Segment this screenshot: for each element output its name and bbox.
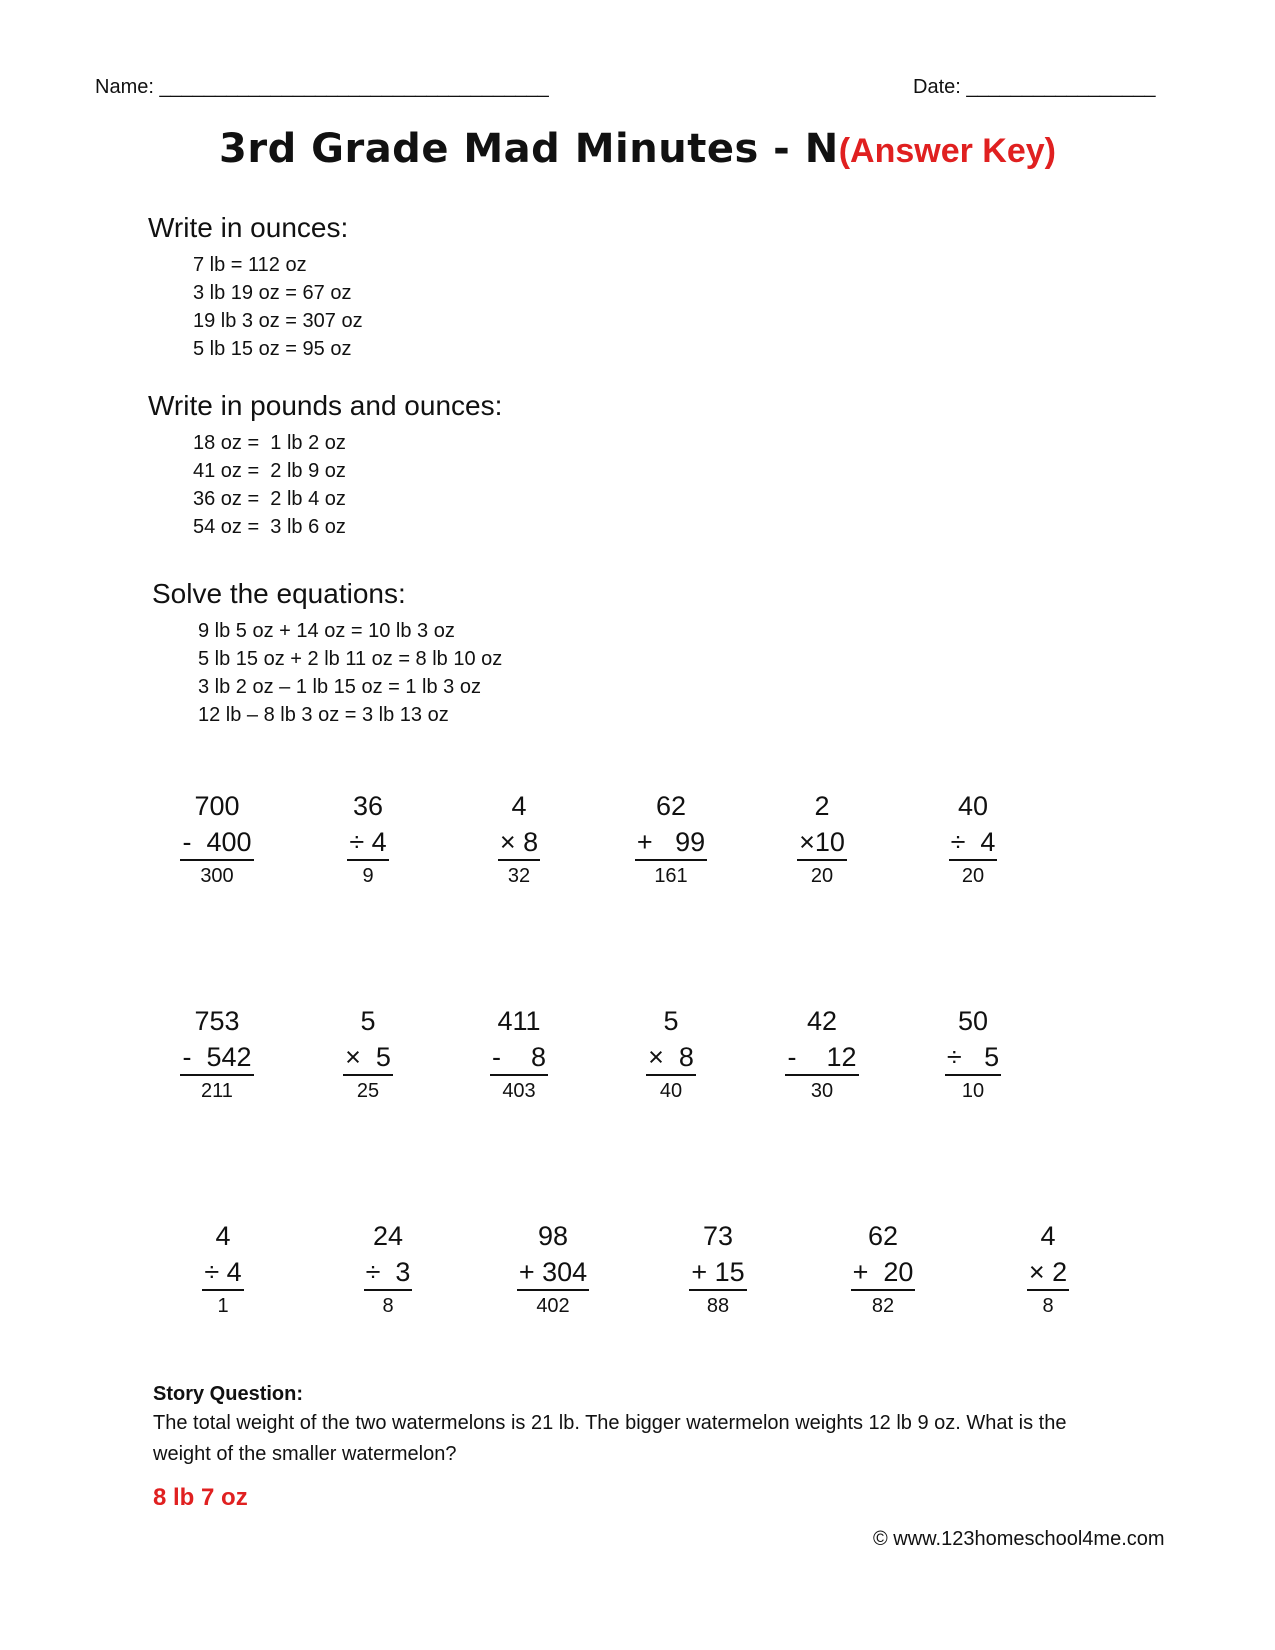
list-item: 7 lb = 112 oz xyxy=(193,254,307,276)
problem-top: 700 xyxy=(194,791,240,821)
problem-answer: 8 xyxy=(382,1295,394,1317)
problem-top: 62 xyxy=(867,1221,899,1251)
section-list-equations xyxy=(198,617,502,729)
problem xyxy=(459,1002,579,1106)
problem-answer: 211 xyxy=(201,1080,233,1102)
problem-top: 4 xyxy=(1040,1221,1056,1251)
problem-top: 42 xyxy=(806,1006,838,1036)
story-answer: 8 lb 7 oz xyxy=(153,1484,248,1511)
list-item: 36 oz = 2 lb 4 oz xyxy=(193,488,346,510)
problem-top: 5 xyxy=(360,1006,376,1036)
problem-answer: 32 xyxy=(507,865,531,887)
problem-answer: 8 xyxy=(1042,1295,1054,1317)
problem-answer: 20 xyxy=(810,865,834,887)
problem xyxy=(762,787,882,891)
problem xyxy=(308,1002,428,1106)
problem-top: 62 xyxy=(655,791,687,821)
problem xyxy=(308,787,428,891)
list-item: 41 oz = 2 lb 9 oz xyxy=(193,460,346,482)
problem xyxy=(611,1002,731,1106)
problem-operation: + 99 xyxy=(635,825,707,861)
problem-operation: - 400 xyxy=(180,825,253,861)
problem-operation: + 304 xyxy=(517,1255,589,1291)
problem-operation: - 542 xyxy=(180,1040,253,1076)
problem xyxy=(913,1002,1033,1106)
problem-answer: 9 xyxy=(362,865,374,887)
problem-top: 73 xyxy=(702,1221,734,1251)
problem xyxy=(328,1217,448,1321)
problem-answer: 403 xyxy=(502,1080,536,1102)
problem xyxy=(157,1002,277,1106)
problem-answer: 30 xyxy=(810,1080,834,1102)
title-answer-key: (Answer Key) xyxy=(838,132,1056,170)
section-list-pounds-ounces xyxy=(193,429,346,541)
problem-top: 2 xyxy=(814,791,830,821)
problem xyxy=(658,1217,778,1321)
problem-operation: ÷ 4 xyxy=(347,825,388,861)
list-item: 18 oz = 1 lb 2 oz xyxy=(193,432,346,454)
problem-top: 24 xyxy=(372,1221,404,1251)
problem-answer: 40 xyxy=(659,1080,683,1102)
problem-operation: - 8 xyxy=(490,1040,548,1076)
problem-top: 4 xyxy=(215,1221,231,1251)
story-question-text: The total weight of the two watermelons is 21 lb. The bigger watermelon weights 12 lb 9 oz. What is the weight of the smaller watermelon? xyxy=(153,1412,1067,1465)
problem-operation: × 5 xyxy=(343,1040,393,1076)
list-item: 3 lb 19 oz = 67 oz xyxy=(193,282,352,304)
problem-answer: 1 xyxy=(217,1295,229,1317)
section-heading-pounds-ounces: Write in pounds and ounces: xyxy=(148,390,503,421)
problem-top: 36 xyxy=(352,791,384,821)
problem xyxy=(611,787,731,891)
problem xyxy=(762,1002,882,1106)
list-item: 12 lb – 8 lb 3 oz = 3 lb 13 oz xyxy=(198,704,449,726)
problem-answer: 88 xyxy=(706,1295,730,1317)
copyright-footer: © www.123homeschool4me.com xyxy=(873,1528,1165,1550)
title-main: 3rd Grade Mad Minutes - N xyxy=(219,126,839,172)
date-field[interactable]: Date: _________________ xyxy=(913,76,1156,98)
problem-operation: × 8 xyxy=(498,825,540,861)
problem-top: 4 xyxy=(511,791,527,821)
section-list-ounces xyxy=(193,251,363,363)
section-heading-ounces: Write in ounces: xyxy=(148,212,349,243)
section-heading-equations: Solve the equations: xyxy=(152,578,406,609)
problem-answer: 25 xyxy=(356,1080,380,1102)
problem-top: 50 xyxy=(957,1006,989,1036)
list-item: 54 oz = 3 lb 6 oz xyxy=(193,516,346,538)
problem xyxy=(988,1217,1108,1321)
problem-top: 753 xyxy=(194,1006,240,1036)
problem xyxy=(459,787,579,891)
list-item: 5 lb 15 oz = 95 oz xyxy=(193,338,352,360)
story-question-heading: Story Question: xyxy=(153,1383,304,1405)
name-field[interactable]: Name: ___________________________________ xyxy=(95,76,549,98)
problem-top: 98 xyxy=(537,1221,569,1251)
list-item: 9 lb 5 oz + 14 oz = 10 lb 3 oz xyxy=(198,620,455,642)
problem xyxy=(823,1217,943,1321)
list-item: 3 lb 2 oz – 1 lb 15 oz = 1 lb 3 oz xyxy=(198,676,481,698)
list-item: 19 lb 3 oz = 307 oz xyxy=(193,310,363,332)
problem-operation: ×10 xyxy=(797,825,847,861)
problem-top: 40 xyxy=(957,791,989,821)
problem-operation: + 20 xyxy=(851,1255,916,1291)
problem xyxy=(493,1217,613,1321)
problem-top: 411 xyxy=(497,1006,541,1036)
page-title xyxy=(0,126,1275,172)
problem-operation: ÷ 4 xyxy=(949,825,998,861)
problem-answer: 20 xyxy=(961,865,985,887)
problem-operation: ÷ 3 xyxy=(364,1255,413,1291)
problem-operation: ÷ 5 xyxy=(945,1040,1001,1076)
problem-top: 5 xyxy=(663,1006,679,1036)
problem-operation: - 12 xyxy=(785,1040,858,1076)
problem-operation: × 2 xyxy=(1027,1255,1069,1291)
problem-answer: 161 xyxy=(654,865,688,887)
problem xyxy=(157,787,277,891)
list-item: 5 lb 15 oz + 2 lb 11 oz = 8 lb 10 oz xyxy=(198,648,503,670)
problem xyxy=(913,787,1033,891)
problem-answer: 10 xyxy=(961,1080,985,1102)
problem-answer: 82 xyxy=(871,1295,895,1317)
problem xyxy=(163,1217,283,1321)
problem-operation: + 15 xyxy=(689,1255,746,1291)
problem-answer: 300 xyxy=(200,865,234,887)
problem-operation: × 8 xyxy=(646,1040,696,1076)
problem-operation: ÷ 4 xyxy=(202,1255,243,1291)
problem-answer: 402 xyxy=(536,1295,570,1317)
